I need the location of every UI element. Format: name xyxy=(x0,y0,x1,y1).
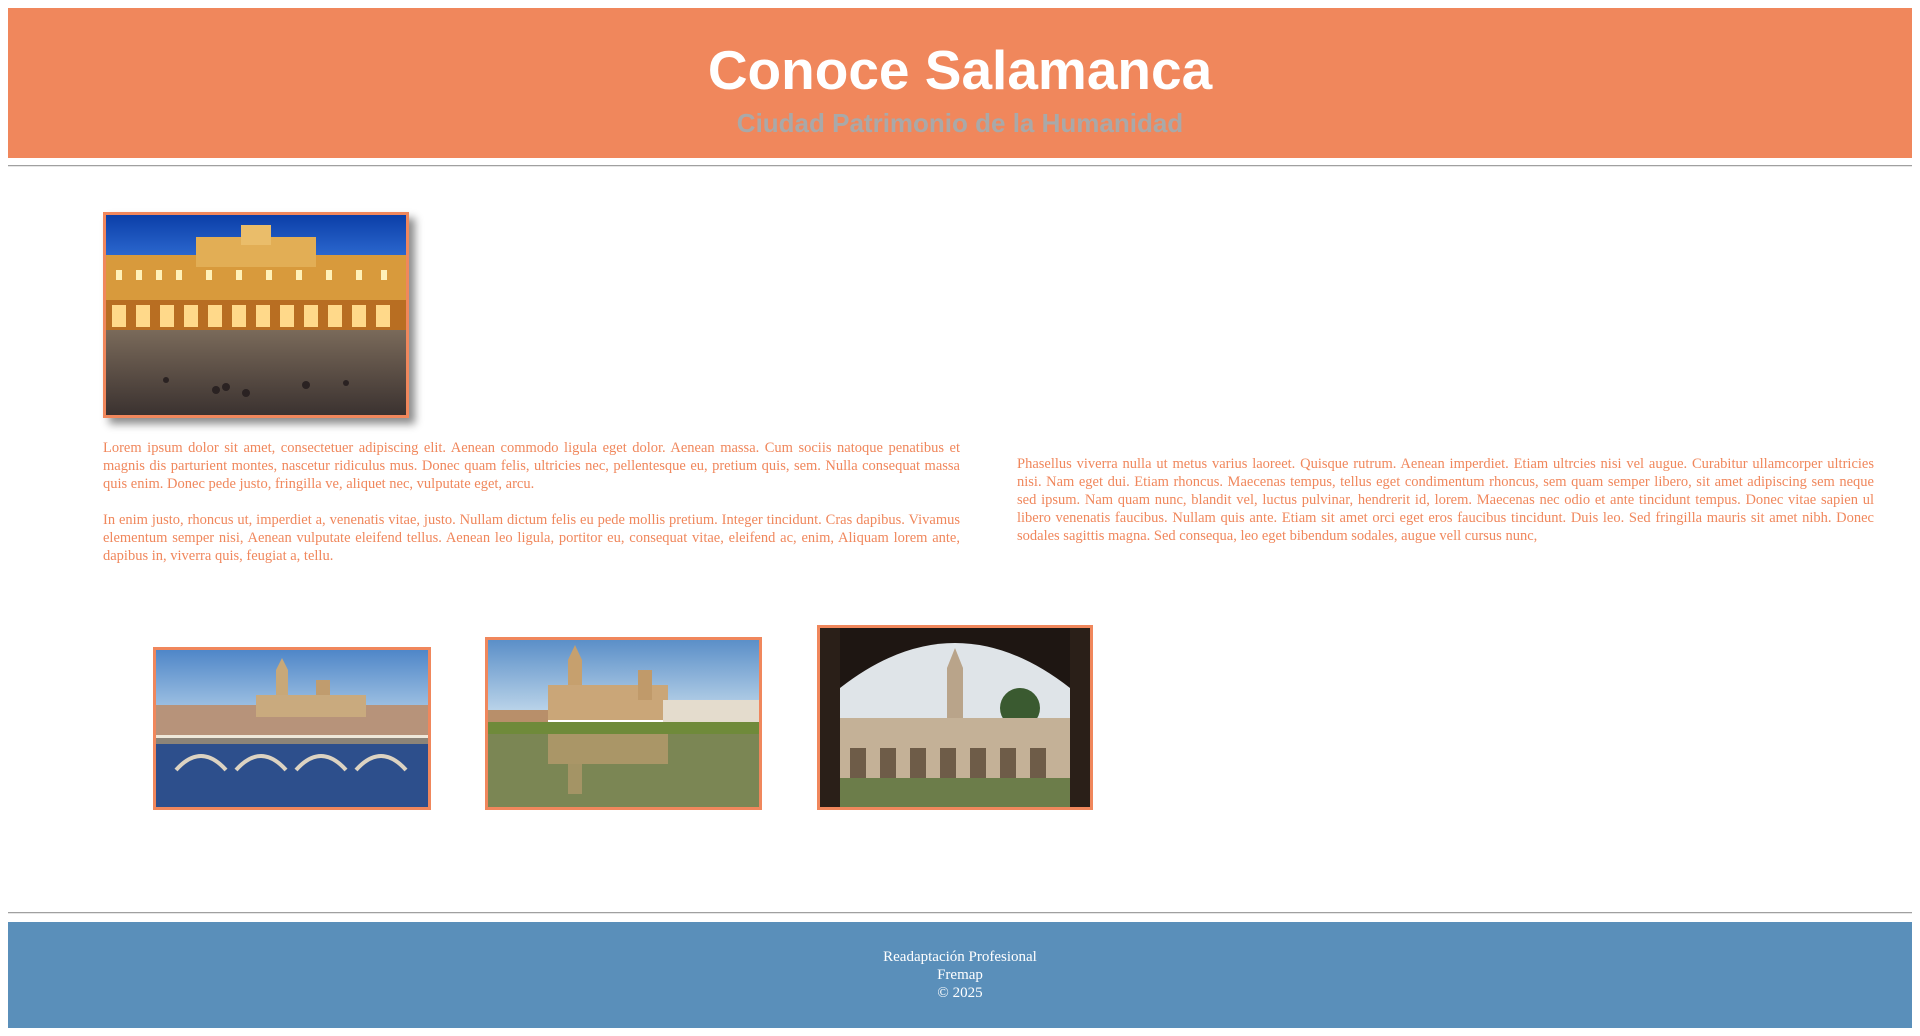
intro-text-right xyxy=(1017,455,1874,545)
intro-text-left xyxy=(103,439,960,565)
paragraph: Lorem ipsum dolor sit amet, consectetuer adipiscing elit. Aenean commodo ligula eget dolor. Aenean massa. Cum sociis natoque penatibus et magnis dis parturient montes, nascetur ridiculus mus. Donec quam felis, ultricies nec, pellentesque eu, pretium quis, sem. Nulla consequat massa quis enim. Donec pede justo, fringilla ve, aliquet nec, vulputate eget, arcu. xyxy=(103,440,960,492)
site-header xyxy=(8,8,1912,158)
plaza-mayor-photo xyxy=(103,212,409,418)
footer-line-organization: Fremap xyxy=(937,967,983,983)
site-footer xyxy=(8,922,1912,1028)
bottom-divider xyxy=(8,912,1912,914)
paragraph: In enim justo, rhoncus ut, imperdiet a, venenatis vitae, justo. Nullam dictum felis eu pede mollis pretium. Integer tincidunt. Cras dapibus. Vivamus elementum semper nisi, Aenean vulputate eleifend tellus. Aenean leo ligula, portitor eu, consequat vitae, eleifend ac, enim, Aliquam lorem ante, dapibus in, viverra quis, feugiat a, tellu. xyxy=(103,512,960,564)
cloister-photo xyxy=(817,625,1093,810)
footer-copyright: © 2025 xyxy=(937,985,983,1001)
page-subtitle: Ciudad Patrimonio de la Humanidad xyxy=(736,108,1184,138)
paragraph: Phasellus viverra nulla ut metus varius laoreet. Quisque rutrum. Aenean imperdiet. Etiam ultrcies nisi vel augue. Curabitur ullamcorper ultricies nisi. Nam eget dui. Etiam rhoncus. Maecenas tempus, tellus eget condimentum rhoncus, sem quam semper libero, sit amet adipiscing sem neque sed ipsum. Nam quam nunc, blandit vel, luctus pulvinar, hendrerit id, lorem. Maecenas nec odio et ante tincidunt tempus. Donec vitae sapien ul libero venenatis faucibus. Nullam quis ante. Etiam sit amet orci eget eros faucibus tincidunt. Duis leo. Sed fringilla mauris sit amet nibh. Donec sodales sagittis magna. Sed consequa, leo eget bibendum sodales, augue vell cursus nunc, xyxy=(1017,456,1874,544)
footer-line-program: Readaptación Profesional xyxy=(883,949,1037,965)
bridge-photo xyxy=(153,647,431,810)
river-photo xyxy=(485,637,762,810)
top-divider xyxy=(8,165,1912,167)
page-title: Conoce Salamanca xyxy=(707,39,1213,101)
